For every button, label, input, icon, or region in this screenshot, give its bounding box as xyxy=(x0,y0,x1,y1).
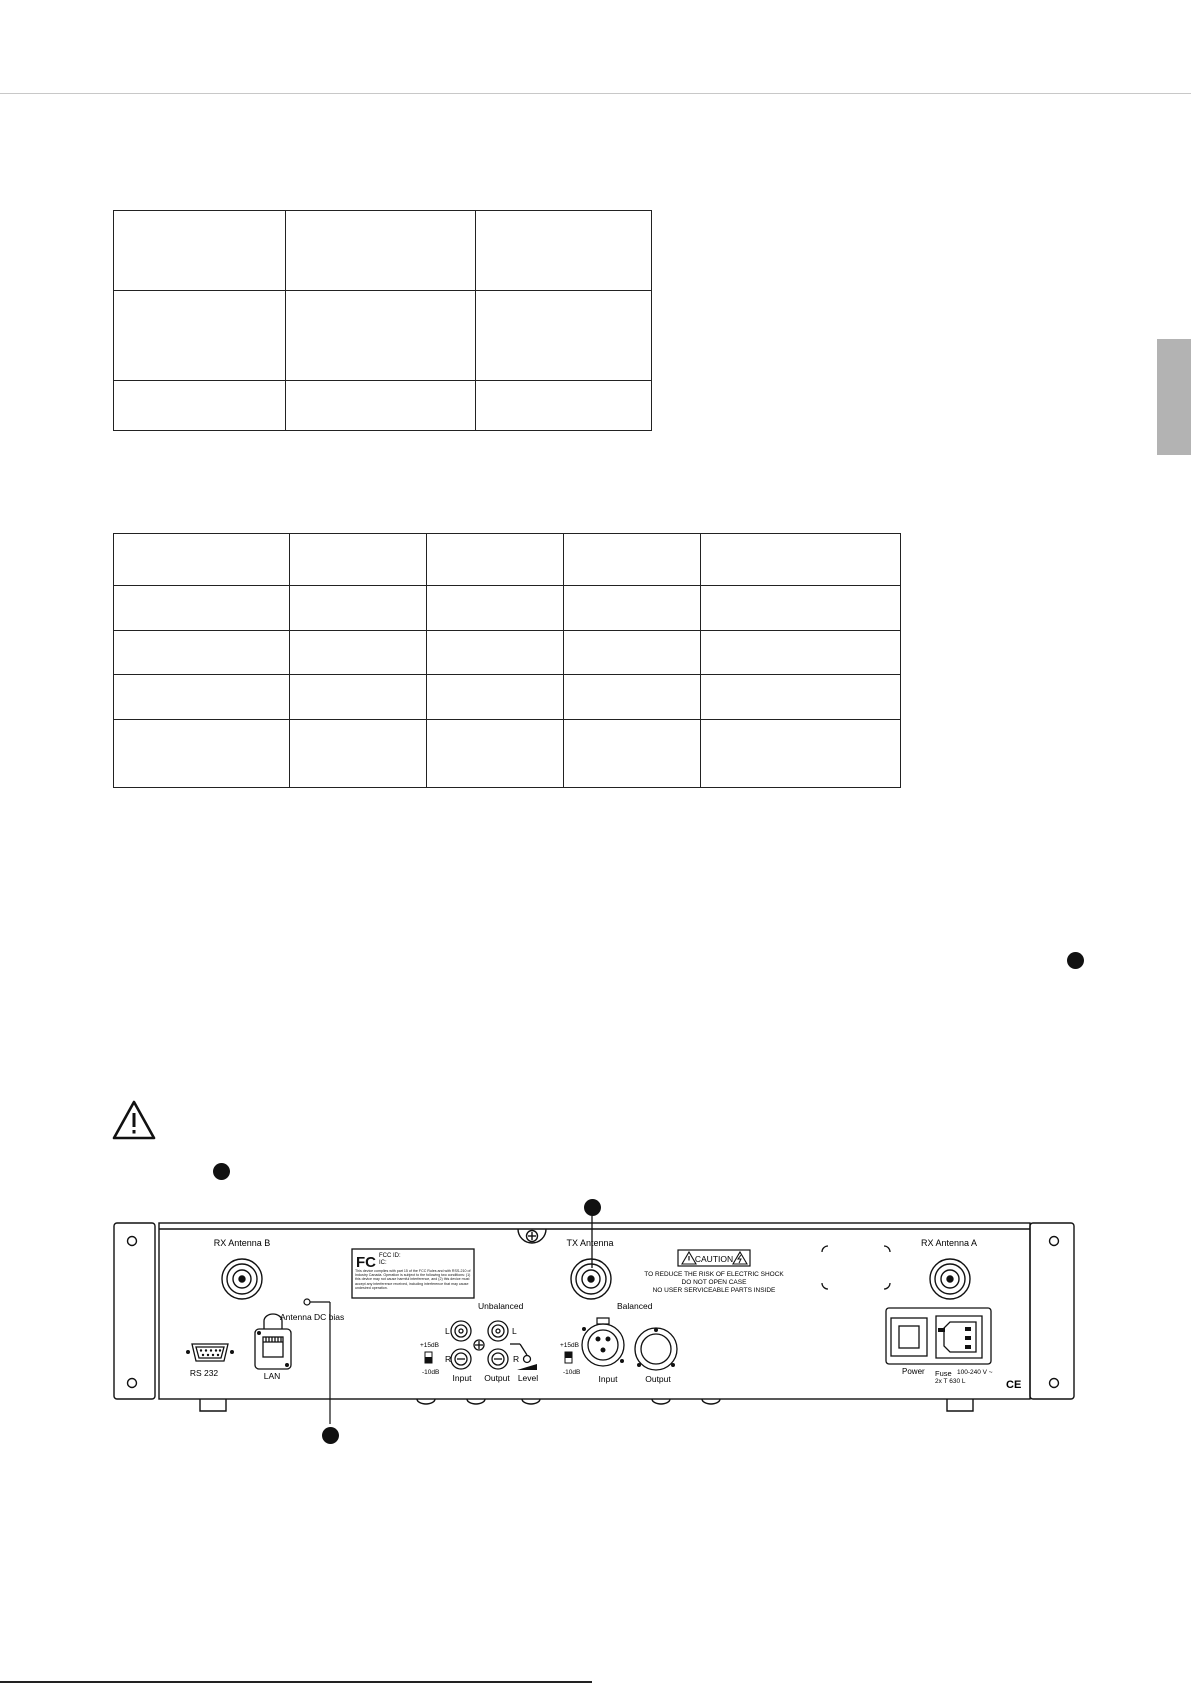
table-cell xyxy=(114,631,290,675)
table-cell xyxy=(427,720,564,788)
table-cell xyxy=(476,381,652,431)
balanced-output-label: Output xyxy=(645,1374,671,1384)
caution-line-3: NO USER SERVICEABLE PARTS INSIDE xyxy=(652,1287,776,1294)
lan-label: LAN xyxy=(263,1371,281,1381)
table-cell xyxy=(564,534,701,586)
table-row xyxy=(114,720,901,788)
chassis-foot xyxy=(947,1399,973,1411)
chassis-outline xyxy=(159,1223,1030,1399)
table-row xyxy=(114,534,901,586)
fcc-compliance-text: This device complies with part 15 of the FCC Rules and with RSS-210 of Industry Canada. Operation is subject to the following two conditions: (1) this device may not cause harmful interference, and (2) this device must accept any interference received, including interference that may cause undesired operation. xyxy=(355,1269,471,1290)
lan-port xyxy=(255,1314,291,1369)
rx-antenna-a-connector xyxy=(930,1259,970,1299)
tx-antenna-label: TX Antenna xyxy=(566,1238,614,1248)
table-row xyxy=(114,586,901,631)
rx-antenna-b-connector xyxy=(222,1259,262,1299)
caution-label: CAUTION xyxy=(694,1254,734,1264)
table-cell xyxy=(286,381,476,431)
gain-switch xyxy=(425,1352,432,1363)
power-inlet-module xyxy=(886,1308,991,1364)
table-cell xyxy=(701,534,901,586)
table-cell xyxy=(701,720,901,788)
filled-circle-icon xyxy=(322,1427,339,1444)
table-cell xyxy=(476,291,652,381)
rca-l-out-label: L xyxy=(512,1326,517,1336)
mounting-hole xyxy=(128,1379,137,1388)
voltage-label: 100-240 V ~ xyxy=(957,1369,993,1376)
section-tab xyxy=(1157,339,1191,455)
blank-plate-outline xyxy=(822,1246,890,1289)
ic-id-label: IC: xyxy=(379,1260,387,1266)
header-rule xyxy=(0,93,1191,94)
table-row xyxy=(114,381,652,431)
balanced-input-label: Input xyxy=(598,1374,618,1384)
minus10db-label: -10dB xyxy=(422,1369,440,1376)
table-cell xyxy=(427,534,564,586)
table-row xyxy=(114,291,652,381)
plus15db-b-label: +15dB xyxy=(560,1342,579,1349)
table-2 xyxy=(113,533,901,788)
led-indicator xyxy=(304,1299,310,1305)
table-cell xyxy=(114,675,290,720)
power-label: Power xyxy=(902,1367,925,1376)
footer-rule xyxy=(0,1681,592,1683)
table-cell xyxy=(564,675,701,720)
table-row xyxy=(114,631,901,675)
rx-antenna-b-label: RX Antenna B xyxy=(213,1238,271,1248)
rs232-port xyxy=(192,1344,228,1361)
table-cell xyxy=(564,720,701,788)
mounting-hole xyxy=(1050,1379,1059,1388)
table-cell xyxy=(114,291,286,381)
caution-line-1: TO REDUCE THE RISK OF ELECTRIC SHOCK xyxy=(644,1271,784,1278)
table-cell xyxy=(286,291,476,381)
xlr-input-connector xyxy=(582,1324,624,1366)
table-1 xyxy=(113,210,652,431)
level-label: Level xyxy=(517,1373,539,1383)
filled-circle-icon xyxy=(1067,952,1084,969)
unbalanced-output-label: Output xyxy=(484,1373,510,1383)
fuse-rating-label: 2x T 630 L xyxy=(935,1378,966,1385)
caution-line-2: DO NOT OPEN CASE xyxy=(681,1279,747,1286)
table-cell xyxy=(564,631,701,675)
fuse-label: Fuse xyxy=(935,1369,952,1378)
rca-r-in-label: R xyxy=(445,1354,452,1364)
rack-ear-right xyxy=(1030,1223,1074,1399)
svg-text:FC: FC xyxy=(356,1254,376,1271)
table-cell xyxy=(290,534,427,586)
table-cell xyxy=(701,631,901,675)
filled-circle-icon xyxy=(213,1163,230,1180)
rx-antenna-a-label: RX Antenna A xyxy=(920,1238,978,1248)
table-row xyxy=(114,675,901,720)
table-cell xyxy=(427,631,564,675)
table-cell xyxy=(114,720,290,788)
unbalanced-label: Unbalanced xyxy=(478,1301,524,1311)
table-cell xyxy=(564,586,701,631)
minus10db-b-label: -10dB xyxy=(563,1369,581,1376)
plus15db-label: +15dB xyxy=(420,1342,439,1349)
antenna-dc-bias-label: Antenna DC bias xyxy=(280,1312,345,1322)
table-cell xyxy=(701,586,901,631)
table-cell xyxy=(476,211,652,291)
rs232-label: RS 232 xyxy=(189,1368,219,1378)
iec-pins xyxy=(938,1327,971,1349)
table-cell xyxy=(114,586,290,631)
rack-ear-left xyxy=(114,1223,155,1399)
shock-warning-icon xyxy=(733,1252,747,1264)
filled-circle-icon xyxy=(584,1199,601,1216)
mounting-hole xyxy=(1050,1237,1059,1246)
chassis-foot xyxy=(200,1399,226,1411)
ce-mark: CE xyxy=(1006,1379,1022,1391)
table-cell xyxy=(286,211,476,291)
fcc-id-label: FCC ID: xyxy=(379,1253,401,1259)
tx-antenna-connector xyxy=(571,1259,611,1299)
warning-triangle-icon xyxy=(112,1100,156,1140)
table-row xyxy=(114,211,652,291)
table-cell xyxy=(290,720,427,788)
xlr-output-connector xyxy=(635,1328,677,1370)
power-switch xyxy=(891,1318,927,1356)
mounting-hole xyxy=(128,1237,137,1246)
table-cell xyxy=(114,381,286,431)
table-cell xyxy=(290,586,427,631)
table-cell xyxy=(114,534,290,586)
balanced-label: Balanced xyxy=(617,1301,653,1311)
unbalanced-input-label: Input xyxy=(452,1373,472,1383)
gain-switch xyxy=(565,1352,572,1363)
table-cell xyxy=(290,631,427,675)
rca-l-in-label: L xyxy=(445,1326,450,1336)
rear-panel-diagram xyxy=(112,1216,1076,1426)
rca-r-out-label: R xyxy=(513,1354,520,1364)
level-wedge-icon xyxy=(517,1364,537,1370)
table-cell xyxy=(701,675,901,720)
table-cell xyxy=(114,211,286,291)
table-cell xyxy=(427,586,564,631)
table-cell xyxy=(427,675,564,720)
table-cell xyxy=(290,675,427,720)
